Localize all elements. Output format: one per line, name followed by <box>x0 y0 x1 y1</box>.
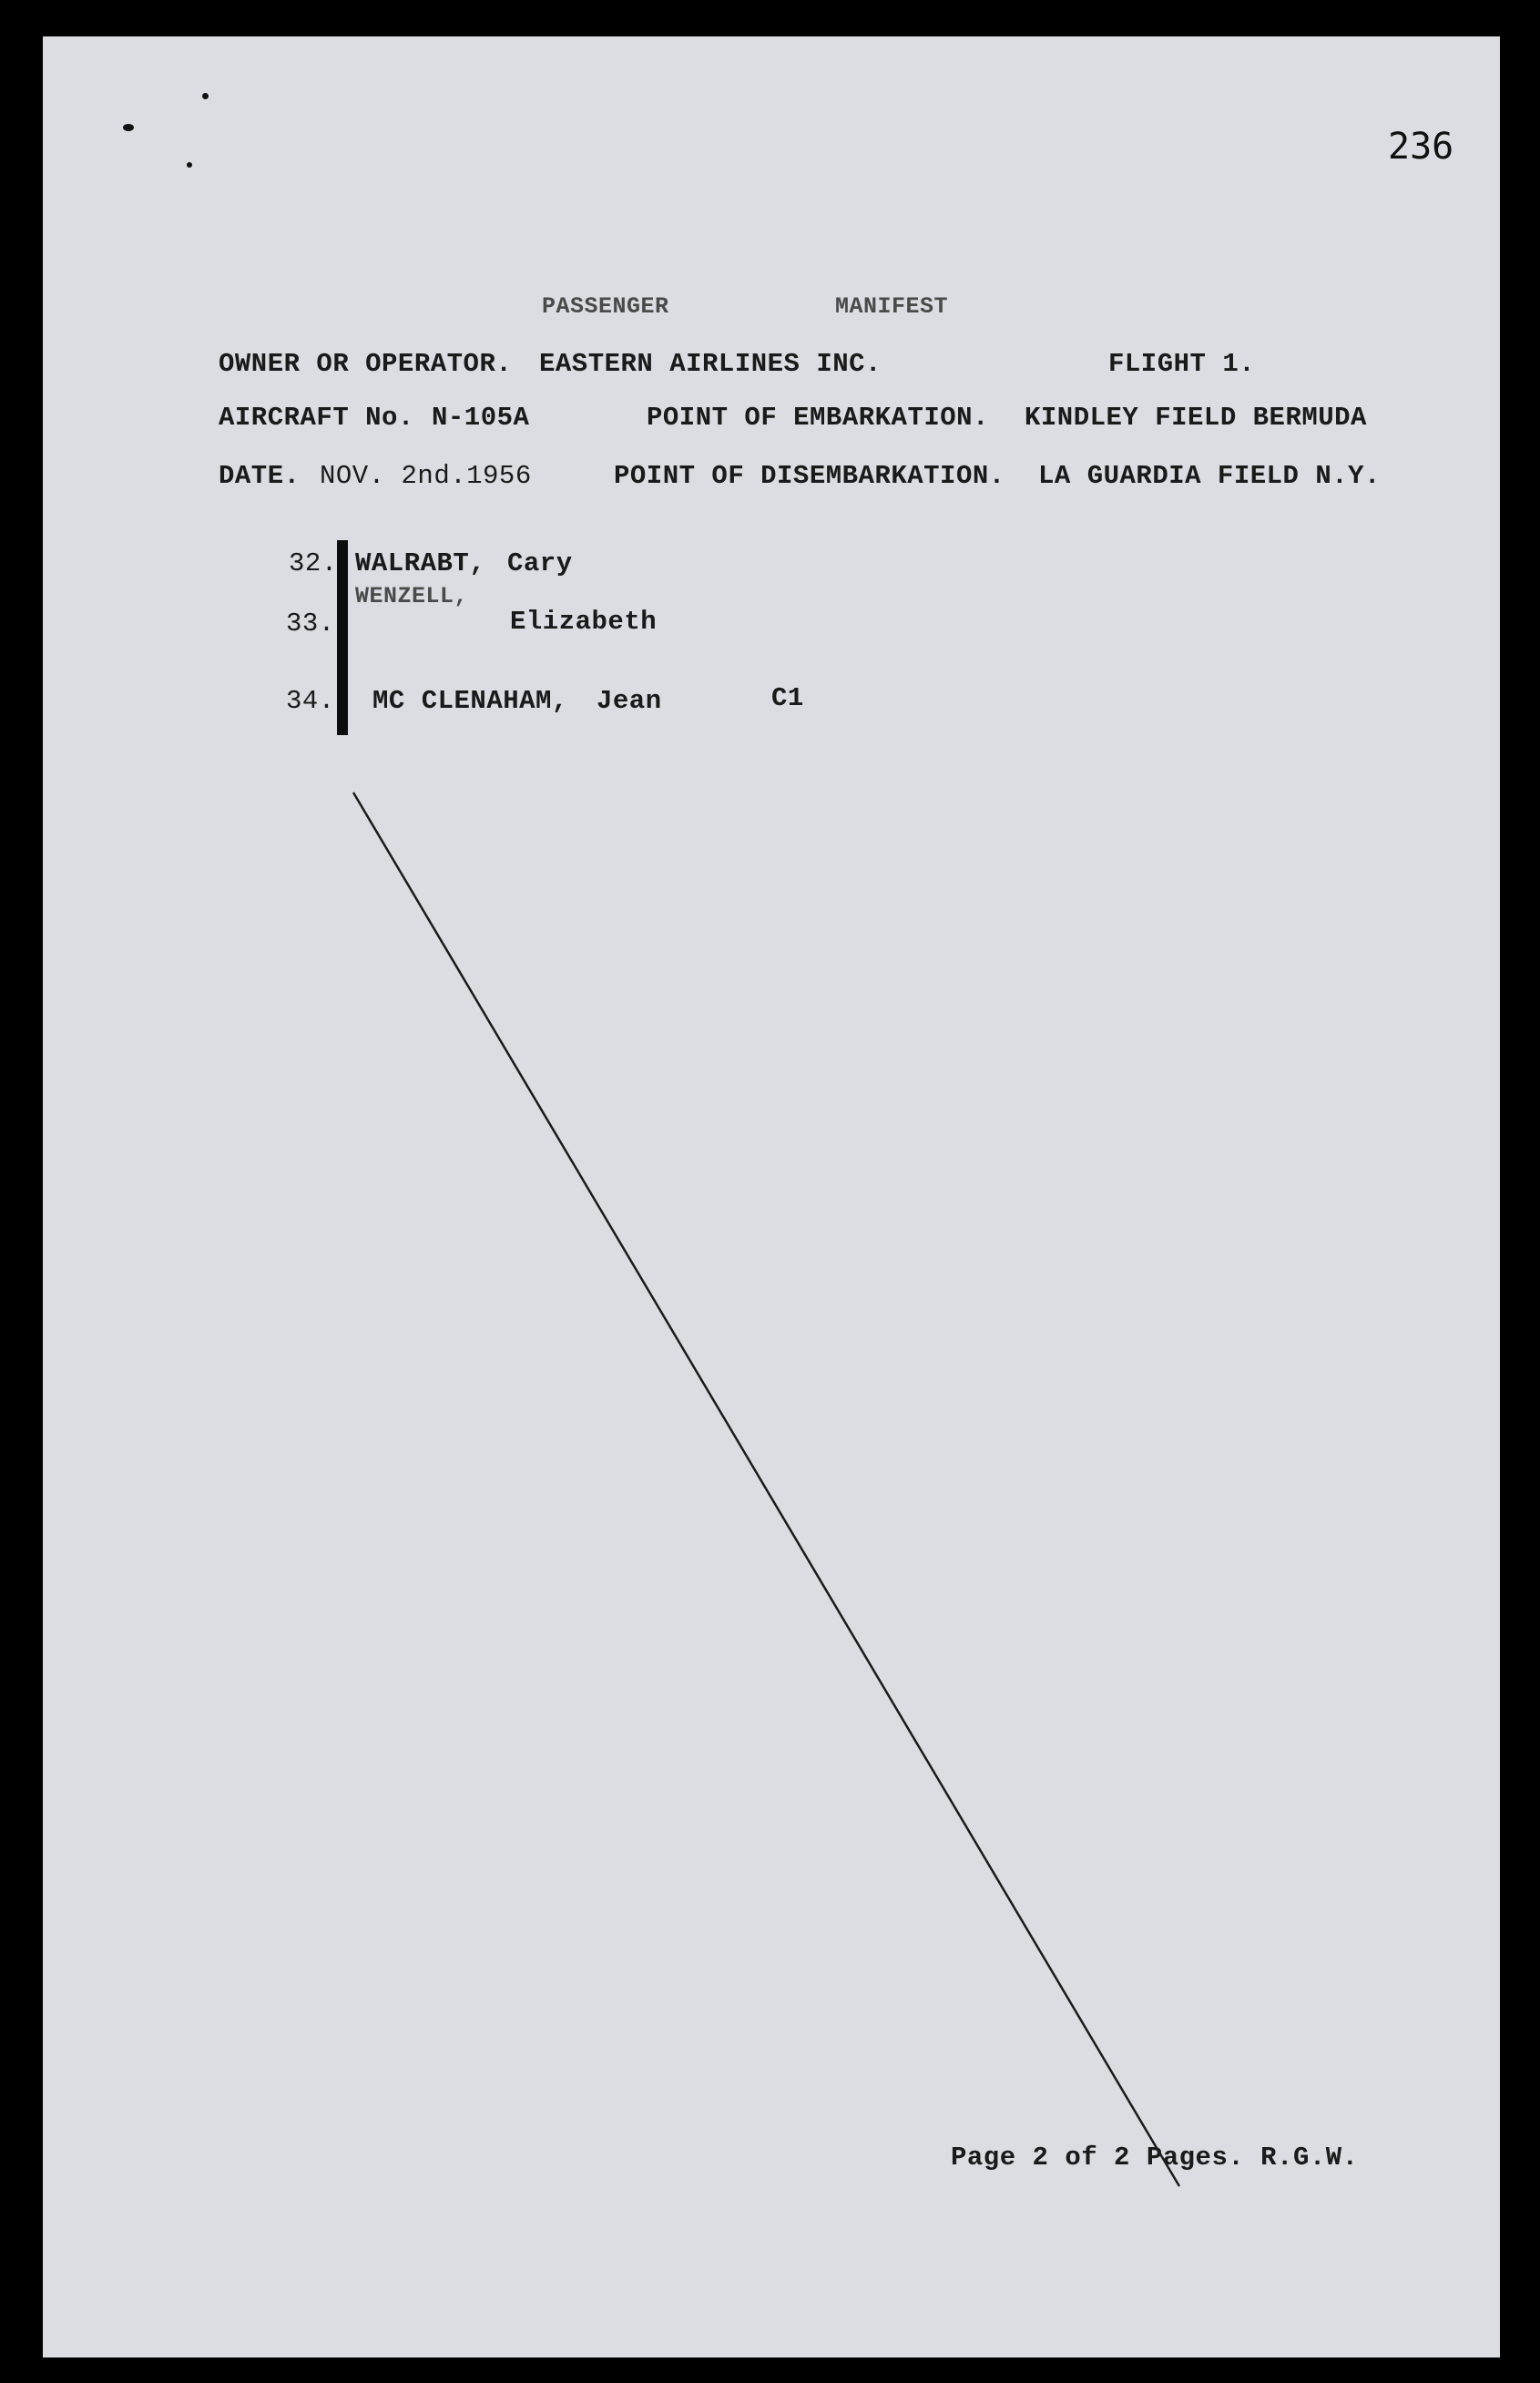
embarkation-value: KINDLEY FIELD BERMUDA <box>1025 403 1367 433</box>
embarkation-label: POINT OF EMBARKATION. <box>647 403 989 433</box>
aircraft-value: N-105A <box>432 403 530 433</box>
title-manifest: MANIFEST <box>835 293 949 320</box>
passenger-given-name: Cary <box>507 548 573 578</box>
disembarkation-value: LA GUARDIA FIELD N.Y. <box>1038 461 1381 491</box>
passenger-number: 32. <box>289 548 338 578</box>
passenger-surname: MC CLENAHAM, <box>372 686 568 716</box>
aircraft-label: AIRCRAFT No. <box>219 403 414 433</box>
passenger-given-name: Jean <box>597 686 662 716</box>
manifest-page <box>43 36 1500 2357</box>
date-value: NOV. 2nd.1956 <box>320 461 532 491</box>
disembarkation-label: POINT OF DISEMBARKATION. <box>614 461 1005 491</box>
date-label: DATE. <box>219 461 301 491</box>
passenger-number: 33. <box>286 609 335 639</box>
passenger-note: C1 <box>771 683 804 713</box>
page-footer: Page 2 of 2 Pages. R.G.W. <box>951 2143 1359 2173</box>
strike-line <box>43 36 1500 2357</box>
title-passenger: PASSENGER <box>542 293 669 320</box>
flight-number: FLIGHT 1. <box>1108 349 1256 379</box>
passenger-surname: WENZELL, <box>355 583 469 609</box>
page-number: 236 <box>1388 126 1454 168</box>
passenger-number: 34. <box>286 686 335 716</box>
passenger-surname: WALRABT, <box>355 548 486 578</box>
owner-label: OWNER OR OPERATOR. <box>219 349 513 379</box>
owner-value: EASTERN AIRLINES INC. <box>539 349 882 379</box>
passenger-given-name: Elizabeth <box>510 607 658 637</box>
